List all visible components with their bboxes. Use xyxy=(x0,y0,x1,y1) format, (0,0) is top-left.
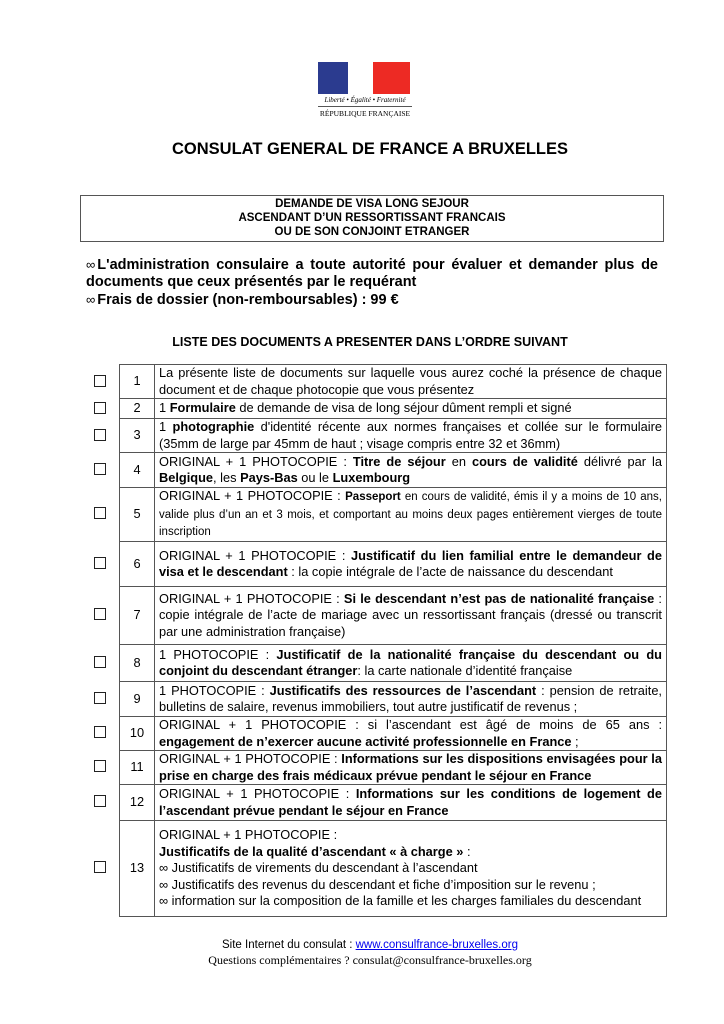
row-text-segment: Si le descendant n’est pas de nationalité française xyxy=(343,590,655,606)
table-row xyxy=(120,399,667,419)
row-text-segment: Justificatif du lien familial entre le demandeur de visa et le descendant xyxy=(159,547,662,579)
row-text-segment: ORIGINAL + 1 PHOTOCOPIE : xyxy=(159,547,352,563)
marianne-flag-icon xyxy=(318,62,410,94)
row-text-segment: 1 xyxy=(159,419,173,434)
row-text-segment: Justificatifs de la qualité d’ascendant « à charge » xyxy=(159,843,464,859)
table-row xyxy=(120,751,667,785)
row-text-segment: ORIGINAL + 1 PHOTOCOPIE : xyxy=(159,453,353,469)
row-text-segment: : copie intégrale de l’acte de mariage avec un ressortissant français (dressé ou transcrit par une administration française) xyxy=(159,590,662,639)
infinity-bullet-icon: ∞ xyxy=(86,257,96,272)
row-text-segment: 1 xyxy=(159,400,170,416)
row-number: 8 xyxy=(120,645,155,682)
row-number: 1 xyxy=(120,365,155,399)
logo-name: RÉPUBLIQUE FRANÇAISE xyxy=(318,106,412,118)
row-description xyxy=(155,488,667,542)
row-number: 6 xyxy=(120,542,155,587)
table-row xyxy=(120,587,667,645)
logo-motto: Liberté • Égalité • Fraternité xyxy=(324,96,406,104)
row-description xyxy=(155,453,667,488)
document-checkbox[interactable] xyxy=(94,429,106,441)
table-row xyxy=(120,419,667,453)
row-text-segment: 1 PHOTOCOPIE : xyxy=(159,646,277,662)
row-number: 13 xyxy=(120,821,155,917)
row-text-segment: La présente liste de documents sur laquelle vous aurez coché la présence de chaque document et de chaque photocopie que vous présentez xyxy=(159,365,662,397)
row-text-segment: Formulaire xyxy=(169,400,236,416)
footer xyxy=(0,938,724,968)
document-checkbox[interactable] xyxy=(94,375,106,387)
footer-contact: Questions complémentaires ? consulat@consulfrance-bruxelles.org xyxy=(208,953,532,967)
row-text-segment: Belgique xyxy=(159,470,214,485)
row-description xyxy=(155,821,667,917)
row-text-segment: : xyxy=(463,843,471,859)
row-description xyxy=(155,682,667,717)
row-text-segment: Passeport xyxy=(345,491,401,504)
row-description xyxy=(155,645,667,682)
bullet-text: Frais de dossier (non-remboursables) : 99 € xyxy=(97,292,399,308)
row-line xyxy=(159,893,662,910)
bullet-text: L'administration consulaire a toute autorité pour évaluer et demander plus de documents que ceux présentés par le requérant xyxy=(86,257,658,290)
row-text-segment: cours de validité xyxy=(471,453,578,469)
row-line xyxy=(159,877,662,894)
page-title: CONSULAT GENERAL DE FRANCE A BRUXELLES xyxy=(171,140,569,158)
row-text-segment: Justificatif de la nationalité française du descendant ou du conjoint du descendant étranger xyxy=(159,646,662,678)
row-text-segment: de demande de visa de long séjour dûment rempli et signé xyxy=(235,400,572,416)
form-title-box xyxy=(80,195,664,242)
document-checkbox[interactable] xyxy=(94,795,106,807)
table-row xyxy=(120,365,667,399)
table-row xyxy=(120,645,667,682)
row-description xyxy=(155,542,667,587)
form-title-line: DEMANDE DE VISA LONG SEJOUR xyxy=(275,198,469,210)
row-description xyxy=(155,365,667,399)
document-checkbox[interactable] xyxy=(94,507,106,519)
row-number: 12 xyxy=(120,785,155,821)
row-description xyxy=(155,587,667,645)
document-checkbox[interactable] xyxy=(94,608,106,620)
row-text-segment: ; xyxy=(571,733,579,749)
table-row xyxy=(120,542,667,587)
row-text-segment: , les xyxy=(213,470,241,485)
form-title-line: ASCENDANT D’UN RESSORTISSANT FRANCAIS xyxy=(238,212,506,224)
document-checkbox[interactable] xyxy=(94,463,106,475)
table-row xyxy=(120,682,667,717)
row-text-segment: ∞ Justificatifs des revenus du descendant et fiche d’imposition sur le revenu ; xyxy=(159,876,596,892)
row-text-segment: ORIGINAL + 1 PHOTOCOPIE : si l’ascendant est âgé de moins de 65 ans : xyxy=(159,717,662,732)
row-line xyxy=(159,827,662,844)
document-checkbox[interactable] xyxy=(94,656,106,668)
row-text-segment: ORIGINAL + 1 PHOTOCOPIE : xyxy=(159,488,346,504)
document-checkbox[interactable] xyxy=(94,692,106,704)
table-row xyxy=(120,453,667,488)
row-text-segment: Informations sur les conditions de logement de l’ascendant prévue pendant le séjour en France xyxy=(159,786,662,818)
row-text-segment: Informations sur les dispositions envisagées pour la prise en charge des frais médicaux prévue pendant le séjour en France xyxy=(159,751,662,783)
row-description xyxy=(155,717,667,751)
table-row xyxy=(120,821,667,917)
row-number: 10 xyxy=(120,717,155,751)
row-text-segment: 1 PHOTOCOPIE : xyxy=(159,682,270,698)
row-text-segment: : pension de retraite, bulletins de salaire, revenus immobiliers, tout autre justificatif de revenus ; xyxy=(159,682,662,714)
row-text-segment: ORIGINAL + 1 PHOTOCOPIE : xyxy=(159,590,344,606)
infinity-bullet-icon: ∞ xyxy=(86,292,96,307)
row-text-segment: en cours de validité, émis il y a moins de 10 ans, valide plus d’un an et 3 mois, et comportant au moins deux pages entièrement vierges de toute inscription xyxy=(159,491,662,539)
bullet-authority xyxy=(86,256,658,291)
row-text-segment: ∞ Justificatifs de virements du descendant à l’ascendant xyxy=(159,860,478,876)
row-number: 2 xyxy=(120,399,155,419)
table-row xyxy=(120,717,667,751)
form-title-line: OU DE SON CONJOINT ETRANGER xyxy=(274,226,470,238)
row-number: 3 xyxy=(120,419,155,453)
row-number: 5 xyxy=(120,488,155,542)
document-checkbox[interactable] xyxy=(94,861,106,873)
row-description xyxy=(155,785,667,821)
table-row xyxy=(120,785,667,821)
row-text-segment: Luxembourg xyxy=(332,470,411,485)
row-text-segment: : la carte nationale d’identité française xyxy=(357,663,573,678)
document-checkbox[interactable] xyxy=(94,760,106,772)
document-checkbox[interactable] xyxy=(94,726,106,738)
row-text-segment: ∞ information sur la composition de la famille et les charges familiales du descendant xyxy=(159,893,642,909)
table-row xyxy=(120,488,667,542)
row-number: 4 xyxy=(120,453,155,488)
documents-table xyxy=(119,364,667,917)
row-text-segment: délivré par la xyxy=(577,453,662,469)
row-text-segment: ORIGINAL + 1 PHOTOCOPIE : xyxy=(159,786,356,801)
row-description xyxy=(155,419,667,453)
document-checkbox[interactable] xyxy=(94,557,106,569)
row-text-segment: Pays-Bas xyxy=(240,470,298,485)
republique-francaise-logo xyxy=(318,62,412,122)
row-text-segment: Justificatifs des ressources de l’ascendant xyxy=(269,682,537,698)
row-number: 11 xyxy=(120,751,155,785)
row-description xyxy=(155,751,667,785)
row-text-segment: ou le xyxy=(297,470,333,485)
row-text-segment: ORIGINAL + 1 PHOTOCOPIE : xyxy=(159,827,338,843)
row-number: 9 xyxy=(120,682,155,717)
row-text-segment: ORIGINAL + 1 PHOTOCOPIE : xyxy=(159,751,342,766)
bullet-fees xyxy=(86,291,658,309)
row-number: 7 xyxy=(120,587,155,645)
row-text-segment: Titre de séjour xyxy=(352,453,446,469)
row-text-segment: d'identité récente aux normes françaises et collée sur le formulaire (35mm de large par 45mm de haut ; visage compris entre 32 et 36mm) xyxy=(159,419,662,451)
footer-label: Site Internet du consulat : xyxy=(222,939,356,951)
row-text-segment: en xyxy=(445,453,472,469)
website-link[interactable]: www.consulfrance-bruxelles.org xyxy=(355,939,518,951)
list-heading: LISTE DES DOCUMENTS A PRESENTER DANS L’ORDRE SUIVANT xyxy=(172,335,568,349)
row-line xyxy=(159,844,662,861)
row-text-segment: photographie xyxy=(172,419,255,434)
row-text-segment: : la copie intégrale de l’acte de naissance du descendant xyxy=(287,564,613,579)
document-checkbox[interactable] xyxy=(94,402,106,414)
row-line xyxy=(159,860,662,877)
row-text-segment: engagement de n’exercer aucune activité professionnelle en France xyxy=(159,733,572,749)
row-description xyxy=(155,399,667,419)
